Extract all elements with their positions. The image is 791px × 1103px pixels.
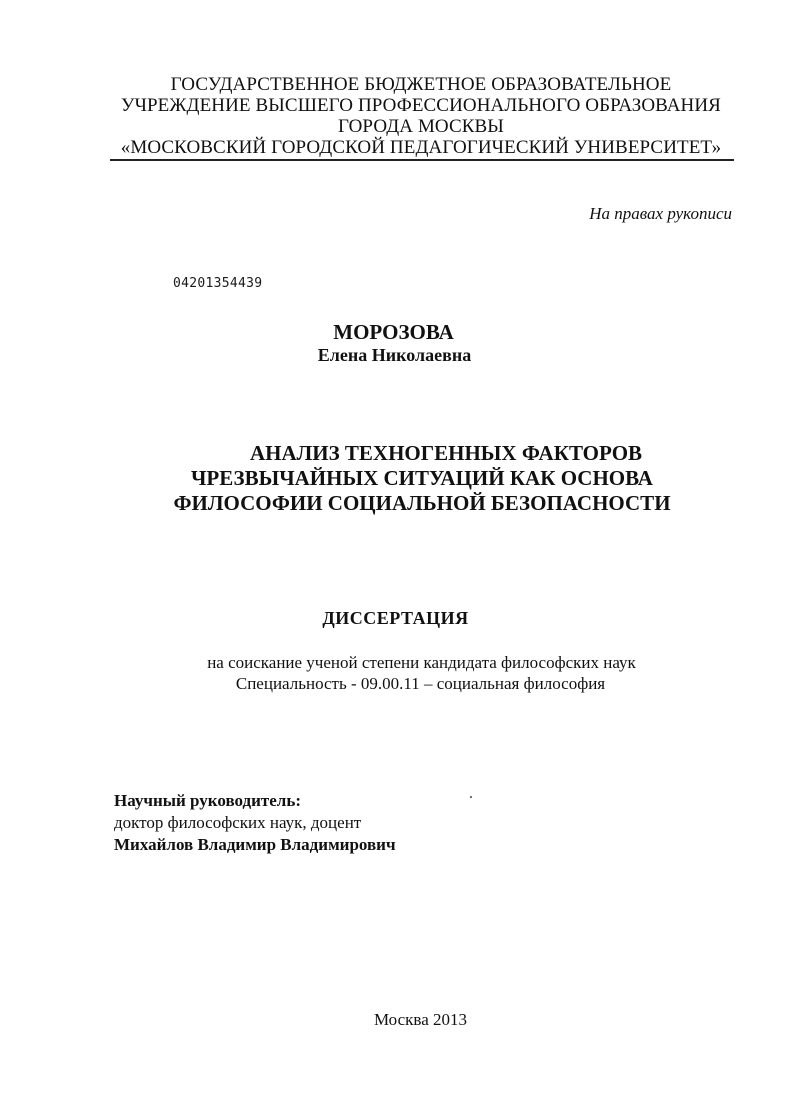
specialty-line: Специальность - 09.00.11 – социальная философия — [235, 674, 606, 693]
supervisor-heading: Научный руководитель: — [114, 791, 301, 810]
title-line: АНАЛИЗ ТЕХНОГЕННЫХ ФАКТОРОВ — [249, 441, 643, 465]
stamp-number: 04201354439 — [173, 276, 263, 291]
title-line: ЧРЕЗВЫЧАЙНЫХ СИТУАЦИЙ КАК ОСНОВА — [191, 466, 653, 490]
header-divider — [110, 159, 734, 161]
degree-info — [0, 652, 791, 694]
institution-line: «МОСКОВСКИЙ ГОРОДСКОЙ ПЕДАГОГИЧЕСКИЙ УНИВЕРСИТЕТ» — [120, 137, 722, 158]
city-year: Москва 2013 — [373, 1010, 468, 1029]
document-type: ДИССЕРТАЦИЯ — [322, 608, 469, 628]
institution-header — [108, 74, 734, 158]
institution-line: ГОСУДАРСТВЕННОЕ БЮДЖЕТНОЕ ОБРАЗОВАТЕЛЬНОЕ — [170, 74, 672, 95]
author-given-names: Елена Николаевна — [317, 345, 472, 365]
institution-line: ГОРОДА МОСКВЫ — [338, 116, 504, 137]
degree-line: на соискание ученой степени кандидата философских наук — [207, 653, 636, 672]
dissertation-title — [120, 441, 724, 516]
supervisor-name: Михайлов Владимир Владимирович — [114, 835, 396, 854]
rights-note: На правах рукописи — [589, 204, 732, 223]
institution-line: УЧРЕЖДЕНИЕ ВЫСШЕГО ПРОФЕССИОНАЛЬНОГО ОБРАЗОВАНИЯ — [121, 95, 721, 116]
supervisor-credentials: доктор философских наук, доцент — [114, 813, 362, 832]
supervisor-block — [114, 790, 396, 856]
title-line: ФИЛОСОФИИ СОЦИАЛЬНОЙ БЕЗОПАСНОСТИ — [173, 491, 671, 515]
scan-speck — [470, 796, 472, 798]
author-surname: МОРОЗОВА — [333, 320, 454, 344]
